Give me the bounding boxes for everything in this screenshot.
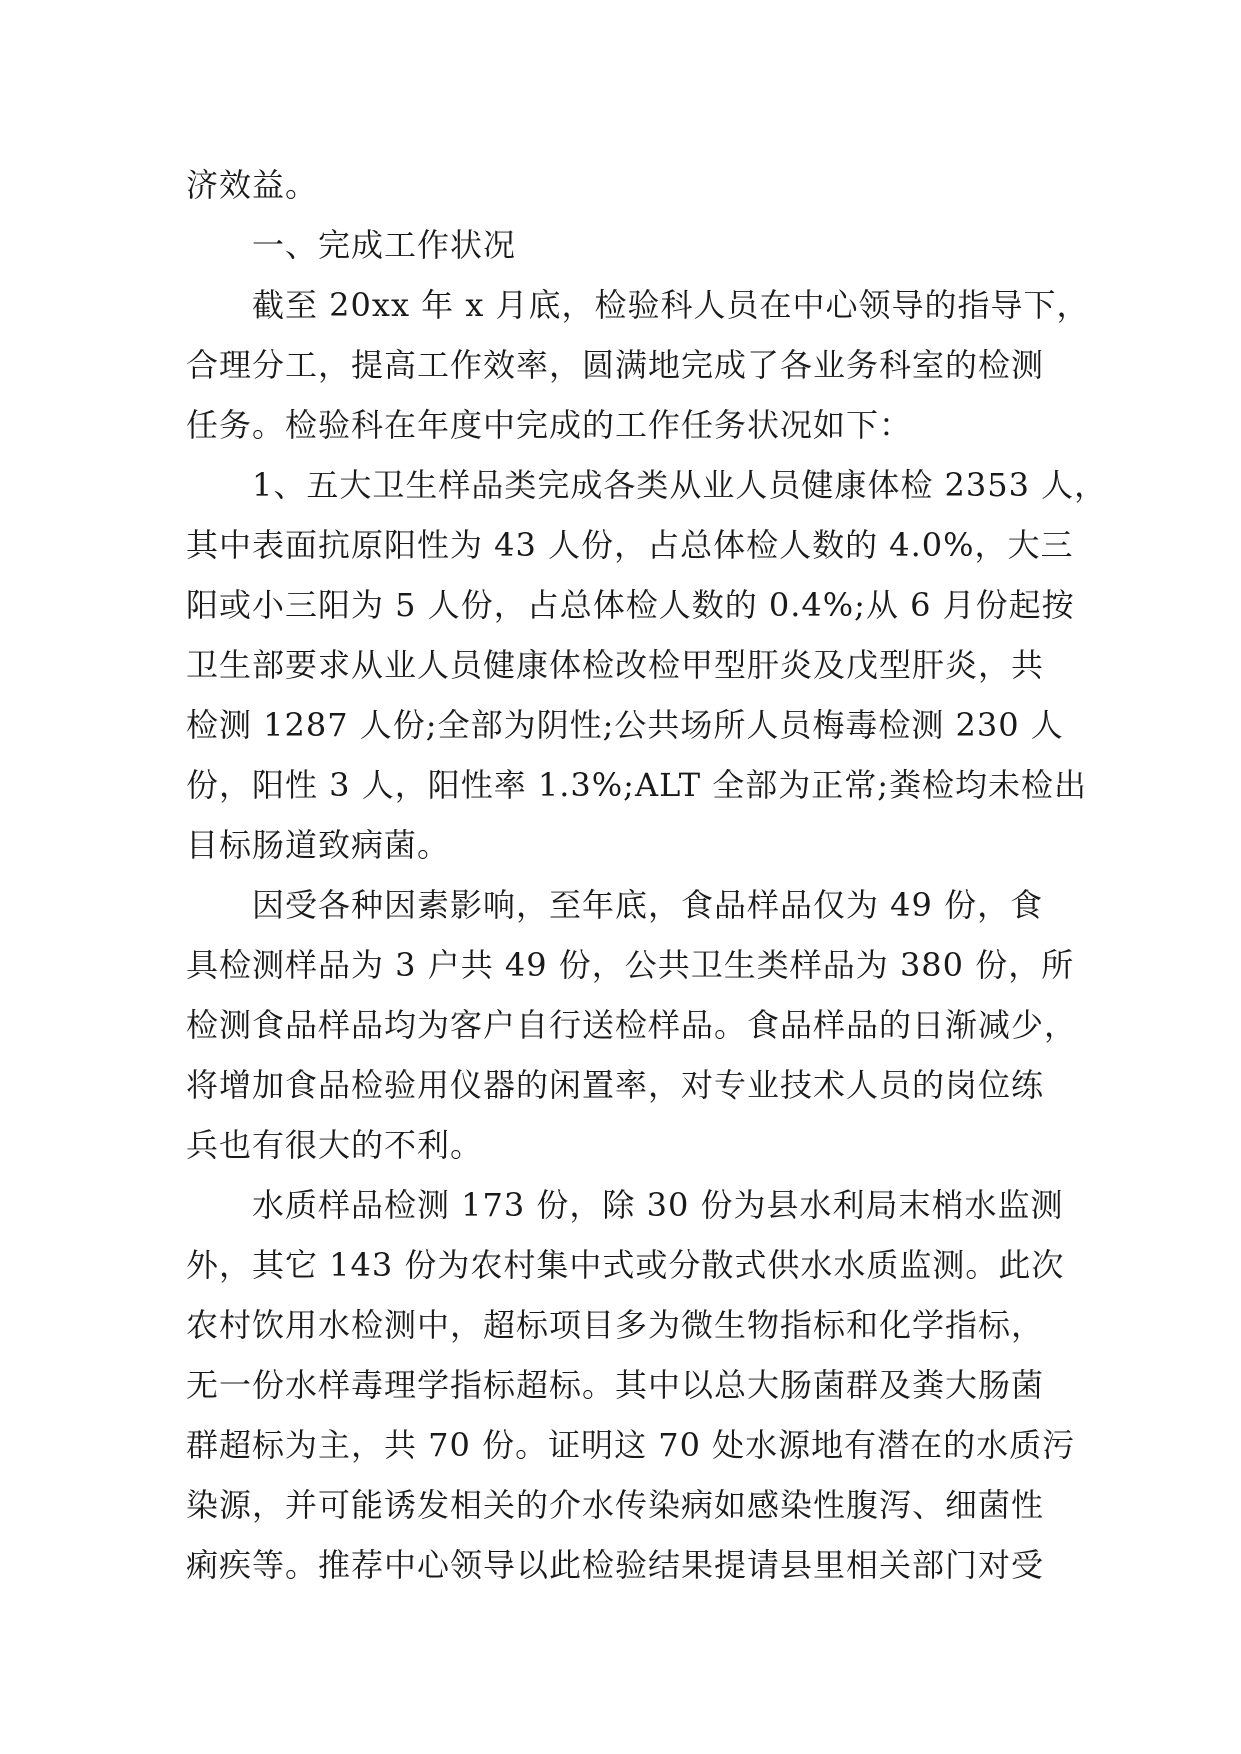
text-line: 将增加食品检验用仪器的闲置率，对专业技术人员的岗位练 [186,1066,1045,1104]
text-line: 检测 1287 人份;全部为阴性;公共场所人员梅毒检测 230 人 [186,706,1064,744]
text-line: 检测食品样品均为客户自行送检样品。食品样品的日渐减少， [186,1006,1078,1044]
text-line: 任务。检验科在年度中完成的工作任务状况如下： [186,406,913,444]
text-line: 合理分工，提高工作效率，圆满地完成了各业务科室的检测 [186,346,1045,384]
text-line: 痢疾等。推荐中心领导以此检验结果提请县里相关部门对受 [186,1546,1045,1584]
text-line: 群超标为主，共 70 份。证明这 70 处水源地有潜在的水质污 [186,1426,1076,1464]
document-body [186,155,1108,1595]
text-line: 阳或小三阳为 5 人份，占总体检人数的 0.4%;从 6 月份起按 [186,586,1075,624]
text-line: 具检测样品为 3 户共 49 份，公共卫生类样品为 380 份，所 [186,946,1075,984]
text-line: 因受各种因素影响，至年底，食品样品仅为 49 份，食 [252,886,1044,924]
text-line: 目标肠道致病菌。 [186,826,451,864]
text-line: 截至 20xx 年 x 月底，检验科人员在中心领导的指导下， [252,286,1090,324]
text-line: 农村饮用水检测中，超标项目多为微生物指标和化学指标， [186,1306,1045,1344]
text-line: 济效益。 [186,166,319,204]
text-line: 水质样品检测 173 份，除 30 份为县水利局末梢水监测 [252,1186,1064,1224]
text-line: 兵也有很大的不利。 [186,1126,484,1164]
text-line: 份，阳性 3 人，阳性率 1.3%;ALT 全部为正常;粪检均未检出 [186,766,1088,804]
text-line: 染源，并可能诱发相关的介水传染病如感染性腹泻、细菌性 [186,1486,1045,1524]
text-line: 其中表面抗原阳性为 43 人份，占总体检人数的 4.0%，大三 [186,526,1074,564]
text-line: 无一份水样毒理学指标超标。其中以总大肠菌群及粪大肠菌 [186,1366,1045,1404]
text-line: 外，其它 143 份为农村集中式或分散式供水水质监测。此次 [186,1246,1065,1284]
section-heading: 一、完成工作状况 [252,226,517,264]
text-line: 卫生部要求从业人员健康体检改检甲型肝炎及戊型肝炎，共 [186,646,1045,684]
text-line: 1、五大卫生样品类完成各类从业人员健康体检 2353 人， [252,466,1108,504]
